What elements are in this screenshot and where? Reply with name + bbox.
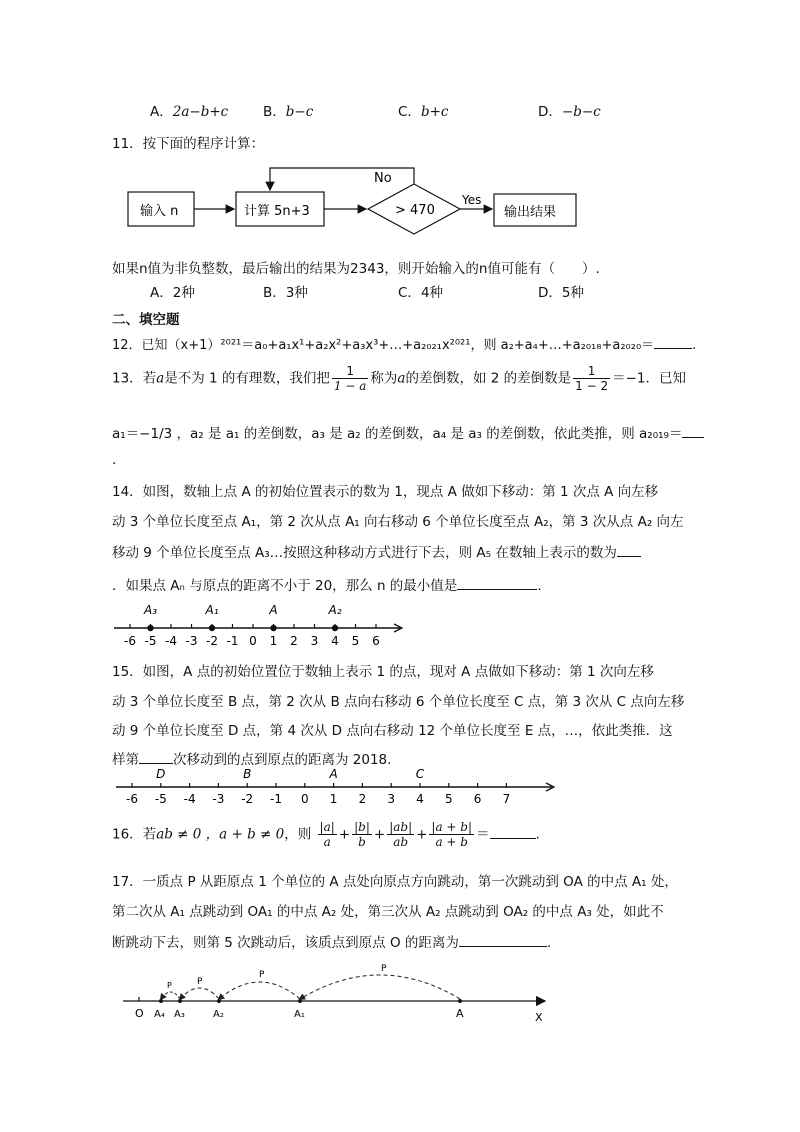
q15-tick-label: 6	[473, 792, 482, 806]
q15-line3: 动 9 个单位长度至 D 点，第 4 次从 D 点向右移动 12 个单位长度至 E 点，…，依此类推．这	[112, 723, 673, 739]
q10-option-d: D．−b−c	[538, 104, 601, 120]
q17-line2: 第二次从 A₁ 点跳动到 OA₁ 的中点 A₂ 处，第三次从 A₂ 点跳动到 OA₂ 的中点 A₃ 处，如此不	[112, 904, 664, 920]
q15-point-label: C	[415, 767, 425, 781]
q15-tick-label: 5	[444, 792, 453, 806]
q14-tick-label: -3	[185, 634, 198, 648]
q17-label-a1: A₁	[294, 1009, 305, 1020]
q14-tick-label: 6	[372, 634, 380, 648]
q15-tick-label: -2	[241, 792, 254, 806]
q16-fraction-a: $\frac{|a|}{a}$	[319, 820, 335, 849]
q14-answer-blank-1[interactable]	[617, 544, 641, 557]
q13-line3: .	[112, 452, 117, 468]
q13-var-a: a	[156, 370, 165, 387]
q11-question: 如果n值为非负整数，最后输出的结果为2343，则开始输入的n值可能有（ ）.	[112, 261, 600, 277]
q17-label-a3: A₃	[174, 1009, 185, 1020]
q14-point-label: A	[269, 603, 278, 617]
q15-point-label: D	[156, 767, 166, 781]
q12-text: 12．已知（x+1）²⁰²¹＝a₀+a₁x¹+a₂x²+a₃x³+…+a₂₀₂₁x²⁰²¹，则 a₂+a₄+…+a₂₀₁₈+a₂₀₂₀＝ .	[112, 338, 697, 353]
q15-point-label: B	[243, 767, 252, 781]
q17-answer-blank[interactable]	[459, 934, 547, 947]
q17-label-a4: A₄	[154, 1009, 165, 1020]
q11-option-b: B．3种	[263, 285, 308, 301]
q14-tick-label: -2	[206, 634, 218, 648]
q14-tick-label: -1	[226, 634, 239, 648]
q14-line4: ．如果点 Aₙ 与原点的距离不小于 20，那么 n 的最小值是 .	[112, 578, 542, 594]
q15-tick-label: -4	[183, 792, 196, 806]
q14-tick-label: 3	[310, 634, 319, 648]
q16-fraction-ab: $\frac{|ab|}{ab}$	[389, 820, 413, 849]
q14-tick-label: 1	[269, 634, 278, 648]
q13-line2: a₁＝−1/3 ，a₂ 是 a₁ 的差倒数，a₃ 是 a₂ 的差倒数，a₄ 是 a₃ 的差倒数，依此类推，则 a₂₀₁₉＝	[112, 422, 704, 442]
q15-line1: 15．如图，A 点的初始位置位于数轴上表示 1 的点，现对 A 点做如下移动：第 1 次向左移	[112, 664, 654, 680]
q15-tick-label: 1	[329, 792, 338, 806]
q15-line2: 动 3 个单位长度至 B 点，第 2 次从 B 点向右移动 6 个单位长度至 C 点，第 3 次从 C 点向左移	[112, 694, 685, 710]
q15-tick-label: 2	[358, 792, 367, 806]
q11-option-d: D．5种	[538, 285, 584, 301]
q10-option-a: A．2a−b+c	[150, 104, 229, 120]
q17-label-a: A	[456, 1007, 464, 1020]
q11-stem: 11．按下面的程序计算：	[112, 136, 265, 152]
q14-tick-label: -5	[144, 634, 157, 648]
q15-tick-label: -3	[212, 792, 225, 806]
q10-option-c: C．b+c	[398, 104, 449, 120]
q14-point-dot	[332, 625, 338, 631]
q14-line1: 14．如图，数轴上点 A 的初始位置表示的数为 1，现点 A 做如下移动：第 1 次点 A 向左移	[112, 484, 659, 500]
section-title: 二、填空题	[112, 312, 180, 328]
q17-label-p4: P	[167, 981, 172, 990]
q14-line3: 移动 9 个单位长度至点 A₃…按照这种移动方式进行下去，则 A₅ 在数轴上表示的数为	[112, 541, 641, 561]
flow-input-label: 输入 n	[140, 204, 179, 219]
q13-answer-blank[interactable]	[682, 425, 704, 438]
q17-label-p3: P	[197, 977, 203, 987]
q17-label-x: X	[535, 1011, 543, 1023]
q14-line2: 动 3 个单位长度至点 A₁，第 2 次从点 A₁ 向右移动 6 个单位长度至点 A₂，第 3 次从点 A₂ 向左	[112, 514, 684, 530]
q14-point-dot	[270, 625, 276, 631]
flow-output-label: 输出结果	[504, 205, 557, 220]
q10-option-b: B．b−c	[263, 104, 314, 120]
q17-label-o: O	[135, 1007, 144, 1020]
q14-tick-label: 4	[331, 634, 339, 648]
flow-condition-label: > 470	[395, 203, 435, 218]
q16-fraction-sum: $\frac{|a + b|}{a + b}$	[431, 820, 473, 849]
flow-compute-label: 计算 5n+3	[244, 204, 310, 219]
q14-tick-label: 5	[351, 634, 360, 648]
q15-tick-label: 3	[387, 792, 396, 806]
q14-point-dot	[147, 625, 153, 631]
q15-tick-label: 7	[502, 792, 511, 806]
q16-answer-blank[interactable]	[490, 826, 536, 839]
q17-jump-diagram	[115, 955, 555, 1023]
q15-tick-label: 4	[416, 792, 424, 806]
q17-line1: 17．一质点 P 从距原点 1 个单位的 A 点处向原点方向跳动，第一次跳动到 OA 的中点 A₁ 处，	[112, 874, 678, 890]
q17-label-p1: P	[381, 964, 387, 974]
q14-point-label: A₂	[328, 603, 342, 617]
q15-answer-blank[interactable]	[139, 751, 173, 764]
flow-yes-label: Yes	[462, 193, 482, 207]
q17-label-a2: A₂	[213, 1009, 224, 1020]
q15-tick-label: -6	[126, 792, 138, 806]
q14-number-line	[110, 598, 410, 650]
q16-text: 16．若ab ≠ 0 ，a + b ≠ 0，则 $\frac{|a|}{a}$ + $\frac{|b|}{b}$ + $\frac{|ab|}{ab}$ + $\frac{|a + b|}{a + b}$ ＝ .	[112, 820, 540, 849]
q15-line4: 样第 次移动到的点到原点的距离为 2018.	[112, 752, 392, 768]
q13-line1: 13．若a是不为 1 的有理数，我们把 $\frac{1}{1 - a}$ 称为a的差倒数，如 2 的差倒数是 $\frac{1}{1 - 2}$ ＝−1．已知	[112, 364, 686, 393]
q16-fraction-b: $\frac{|b|}{b}$	[354, 820, 370, 849]
q11-option-a: A．2种	[150, 285, 195, 301]
q14-point-label: A₃	[143, 603, 158, 617]
q14-point-dot	[209, 625, 215, 631]
q14-answer-blank-2[interactable]	[457, 577, 537, 590]
q17-label-p2: P	[259, 970, 265, 980]
q15-tick-label: -1	[270, 792, 282, 806]
flow-no-label: No	[374, 171, 392, 186]
q17-line3: 断跳动下去，则第 5 次跳动后，该质点到原点 O 的距离为 .	[112, 935, 552, 951]
q13-fraction-def: $\frac{1}{1 - a}$	[333, 364, 367, 393]
q15-number-line	[112, 766, 562, 806]
q15-tick-label: -5	[154, 792, 167, 806]
q14-tick-label: 2	[290, 634, 298, 648]
q14-tick-label: 0	[249, 634, 257, 648]
q15-tick-label: 0	[300, 792, 309, 806]
q14-tick-label: -6	[124, 634, 136, 648]
q14-point-label: A₁	[205, 603, 219, 617]
q12-answer-blank[interactable]	[654, 336, 692, 349]
q14-tick-label: -4	[165, 634, 177, 648]
q11-option-c: C．4种	[398, 285, 444, 301]
q15-point-label: A	[329, 767, 338, 781]
q13-fraction-example: $\frac{1}{1 - 2}$	[575, 364, 609, 393]
q11-flowchart	[120, 160, 590, 236]
